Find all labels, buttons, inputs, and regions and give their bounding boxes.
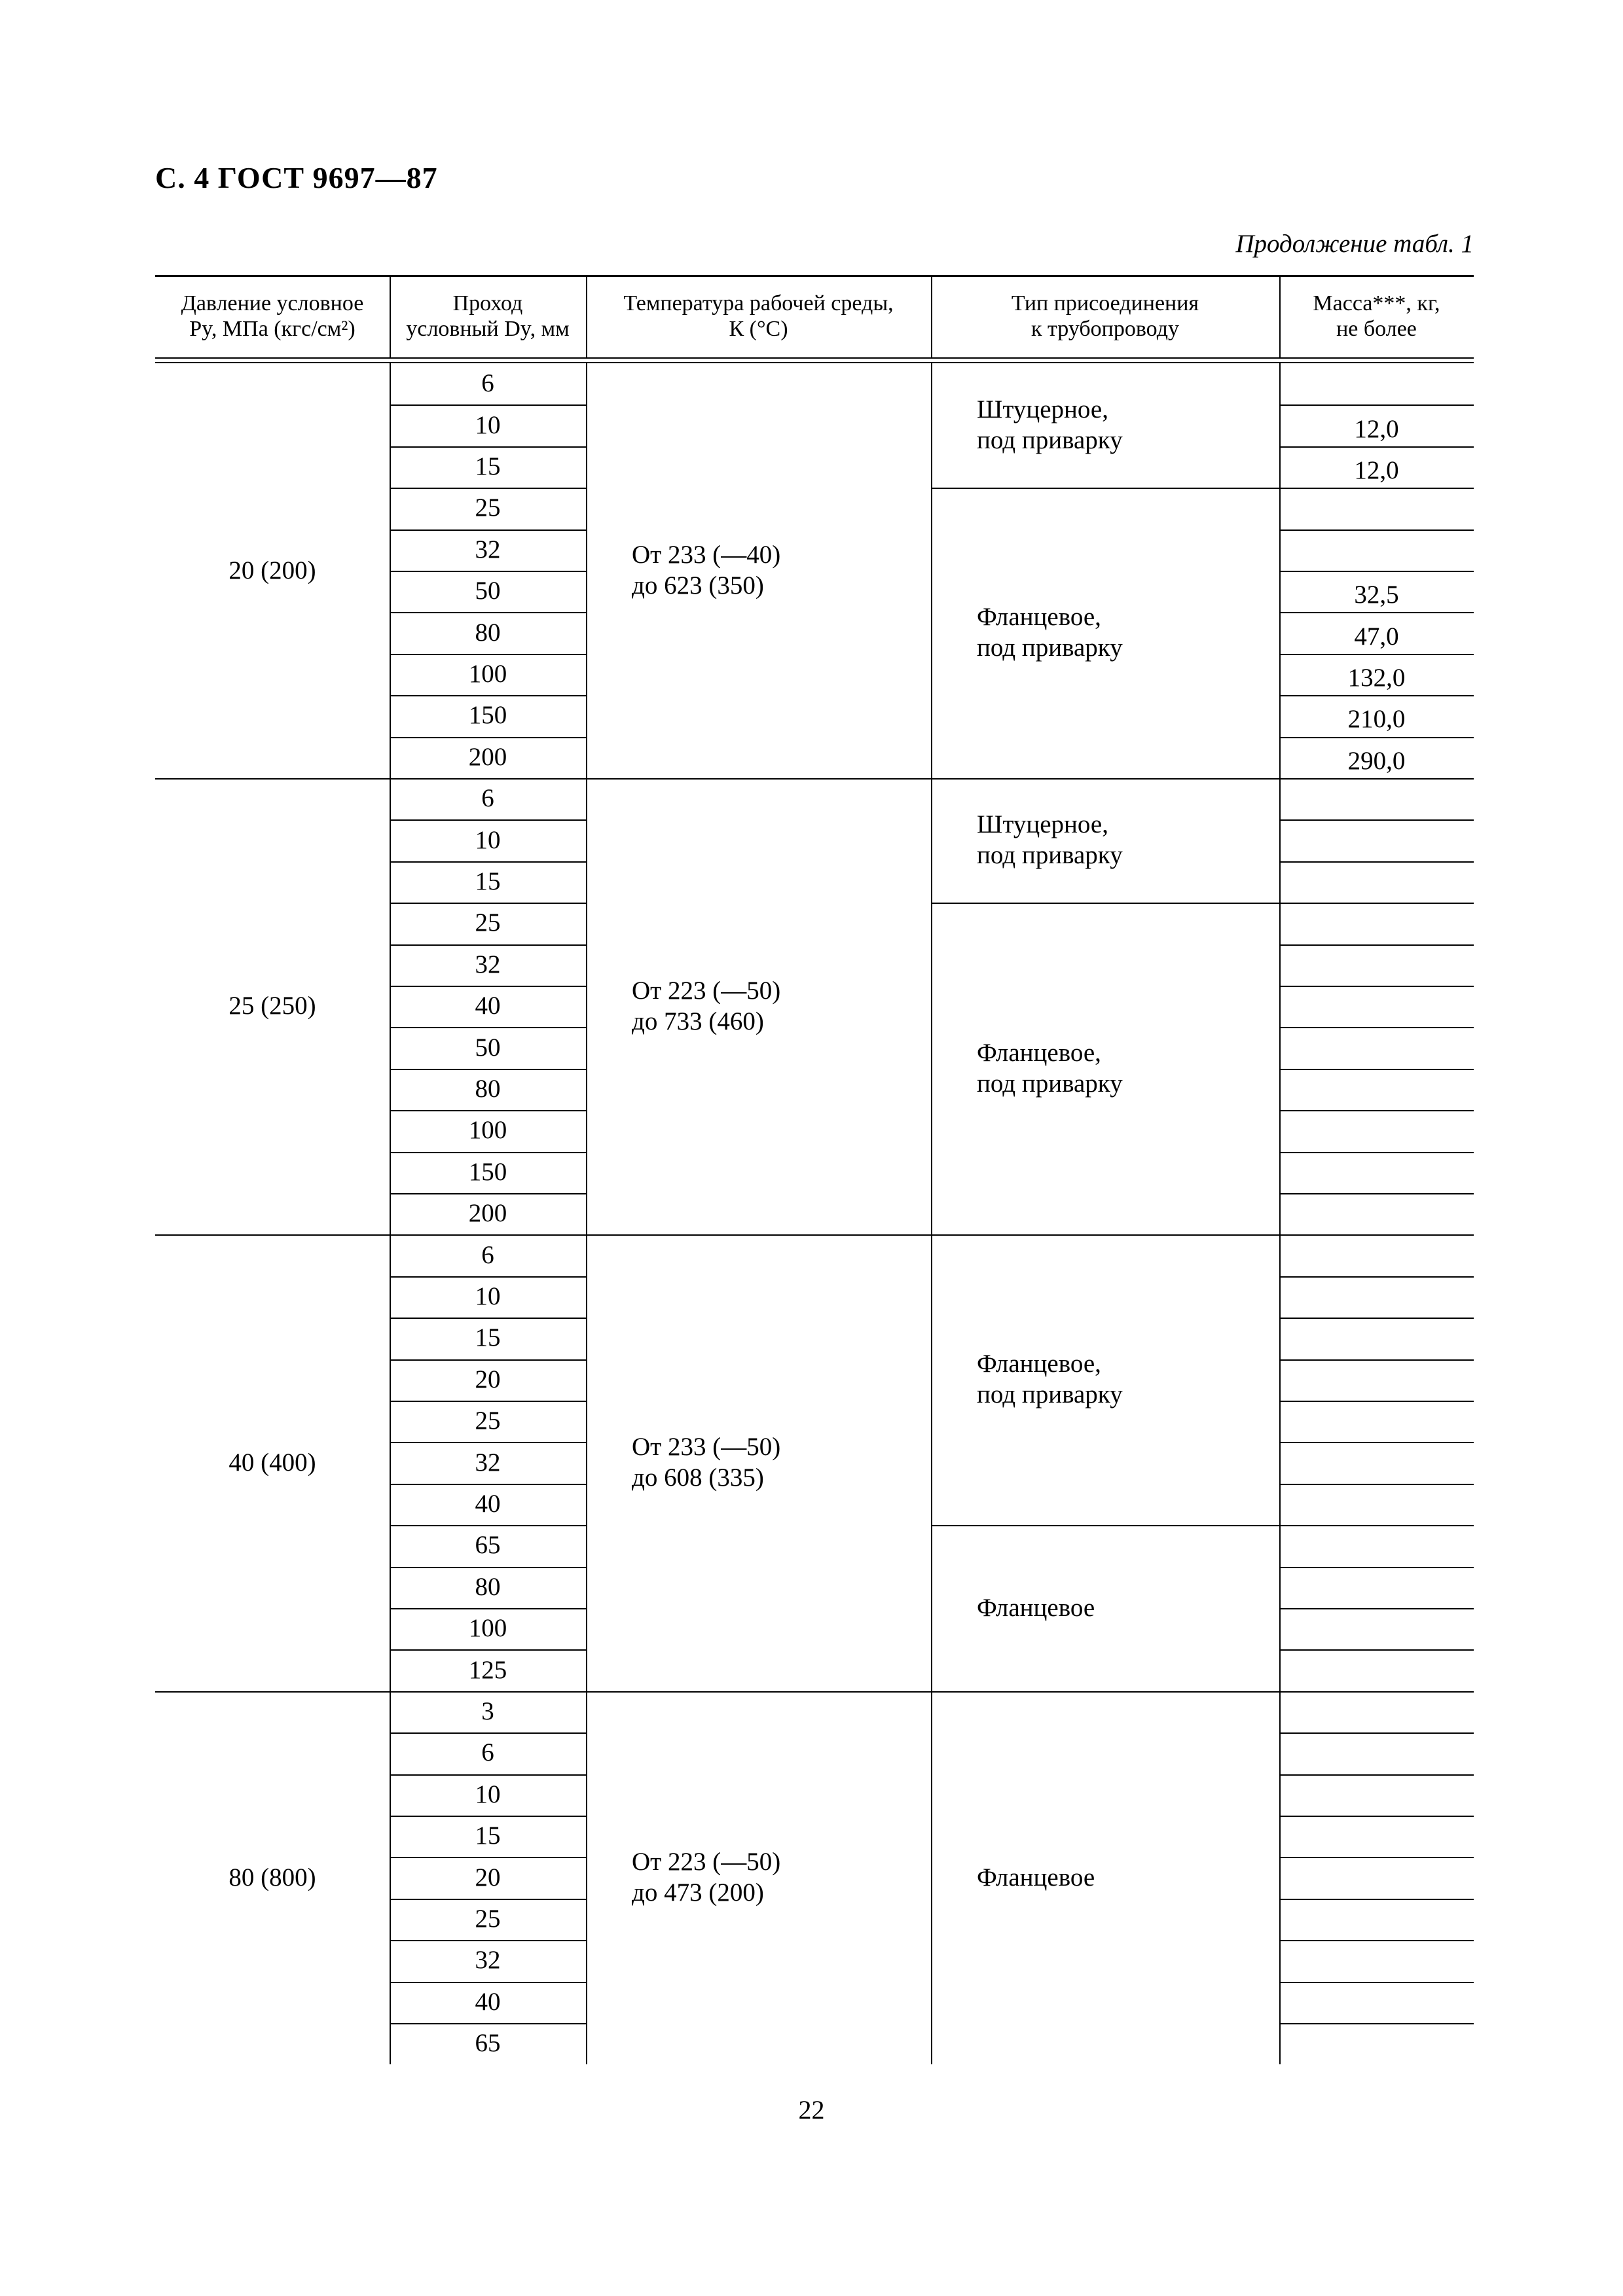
row-rule bbox=[1279, 1525, 1474, 1526]
mass-cell bbox=[1279, 533, 1474, 575]
row-rule bbox=[1279, 695, 1474, 696]
pass-cell: 80 bbox=[475, 1572, 501, 1601]
pass-cell: 150 bbox=[468, 1157, 507, 1186]
connection-cell: Фланцевое bbox=[977, 1593, 1095, 1622]
mass-cell bbox=[1279, 1073, 1474, 1114]
row-rule bbox=[390, 654, 586, 655]
mass-cell bbox=[1279, 2027, 1474, 2068]
temperature-cell: От 223 (—50) до 473 (200) bbox=[632, 1848, 781, 1907]
pass-cell: 100 bbox=[468, 1614, 507, 1643]
row-rule bbox=[1279, 1816, 1474, 1817]
column-rule bbox=[1279, 275, 1281, 357]
connection-cell: Фланцевое, под приварку bbox=[977, 1350, 1123, 1409]
table-top-rule bbox=[155, 275, 1474, 277]
row-rule bbox=[1279, 1359, 1474, 1361]
pass-cell: 32 bbox=[475, 1448, 501, 1477]
pass-cell: 100 bbox=[468, 1116, 507, 1145]
mass-cell bbox=[1279, 367, 1474, 408]
page-header: С. 4 ГОСТ 9697—87 bbox=[155, 161, 438, 194]
header-pressure: Давление условное Py, МПа (кгс/см²) bbox=[181, 291, 364, 341]
mass-cell bbox=[1279, 1861, 1474, 1902]
row-rule bbox=[390, 1110, 586, 1111]
row-rule bbox=[1279, 2023, 1474, 2024]
row-rule bbox=[390, 695, 586, 696]
pass-cell: 15 bbox=[475, 867, 501, 896]
pass-cell: 125 bbox=[468, 1655, 507, 1684]
column-rule bbox=[931, 275, 932, 357]
row-rule bbox=[390, 986, 586, 987]
row-rule bbox=[390, 1442, 586, 1443]
mass-cell bbox=[1279, 1405, 1474, 1446]
mass-cell: 290,0 bbox=[1347, 746, 1406, 775]
temperature-cell: От 233 (—40) до 623 (350) bbox=[632, 541, 781, 600]
pass-cell: 10 bbox=[475, 1282, 501, 1311]
connection-rule bbox=[931, 1525, 1279, 1526]
mass-cell bbox=[1279, 823, 1474, 865]
row-rule bbox=[1279, 1857, 1474, 1858]
connection-cell: Штуцерное, под приварку bbox=[977, 395, 1123, 455]
row-rule bbox=[1279, 737, 1474, 738]
pass-cell: 25 bbox=[475, 908, 501, 937]
pass-cell: 10 bbox=[475, 410, 501, 439]
row-rule bbox=[1279, 1899, 1474, 1900]
pass-cell: 100 bbox=[468, 660, 507, 689]
page-number: 22 bbox=[798, 2095, 825, 2125]
row-rule bbox=[1279, 1276, 1474, 1278]
temperature-cell: От 223 (—50) до 733 (460) bbox=[632, 976, 781, 1035]
column-rule bbox=[931, 363, 932, 2064]
pass-cell: 6 bbox=[481, 1738, 494, 1767]
row-rule bbox=[390, 404, 586, 406]
row-rule bbox=[390, 1608, 586, 1609]
row-rule bbox=[390, 1193, 586, 1194]
connection-cell: Фланцевое, под приварку bbox=[977, 1038, 1123, 1098]
row-rule bbox=[390, 903, 586, 904]
row-rule bbox=[390, 1649, 586, 1651]
mass-cell: 12,0 bbox=[1354, 414, 1399, 443]
pass-cell: 50 bbox=[475, 1033, 501, 1062]
row-rule bbox=[1279, 1608, 1474, 1609]
row-rule bbox=[390, 488, 586, 489]
pressure-cell: 80 (800) bbox=[228, 1863, 316, 1892]
row-rule bbox=[1279, 1193, 1474, 1194]
row-rule bbox=[390, 1152, 586, 1153]
row-rule bbox=[1279, 1940, 1474, 1941]
row-rule bbox=[390, 1982, 586, 1983]
row-rule bbox=[1279, 1318, 1474, 1319]
row-rule bbox=[1279, 529, 1474, 531]
row-rule bbox=[390, 1525, 586, 1526]
row-rule bbox=[1279, 1069, 1474, 1070]
row-rule bbox=[390, 1484, 586, 1485]
row-rule bbox=[1279, 571, 1474, 572]
row-rule bbox=[1279, 488, 1474, 489]
mass-cell bbox=[1279, 1446, 1474, 1487]
row-rule bbox=[1279, 612, 1474, 613]
row-rule bbox=[390, 1774, 586, 1776]
pressure-cell: 20 (200) bbox=[228, 556, 316, 584]
mass-cell bbox=[1279, 1321, 1474, 1363]
mass-cell bbox=[1279, 1363, 1474, 1405]
table-continuation-caption: Продолжение табл. 1 bbox=[1235, 230, 1474, 258]
row-rule bbox=[390, 2023, 586, 2024]
mass-cell: 210,0 bbox=[1347, 705, 1406, 734]
header-rule bbox=[155, 357, 1474, 359]
pass-cell: 6 bbox=[481, 784, 494, 813]
data-table bbox=[155, 275, 1474, 2064]
row-rule bbox=[1279, 1982, 1474, 1983]
row-rule bbox=[390, 1732, 586, 1734]
row-rule bbox=[1279, 1567, 1474, 1568]
row-rule bbox=[1279, 654, 1474, 655]
mass-cell bbox=[1279, 865, 1474, 906]
row-rule bbox=[1279, 1442, 1474, 1443]
row-rule bbox=[1279, 986, 1474, 987]
pass-cell: 40 bbox=[475, 1987, 501, 2016]
column-rule bbox=[586, 363, 587, 2064]
mass-cell bbox=[1279, 1653, 1474, 1695]
pass-cell: 32 bbox=[475, 535, 501, 564]
mass-cell bbox=[1279, 990, 1474, 1031]
column-rule bbox=[390, 275, 391, 357]
mass-cell bbox=[1279, 1238, 1474, 1280]
mass-cell bbox=[1279, 1986, 1474, 2027]
row-rule bbox=[1279, 903, 1474, 904]
row-rule bbox=[1279, 1774, 1474, 1776]
row-rule bbox=[1279, 1027, 1474, 1028]
pass-cell: 65 bbox=[475, 2029, 501, 2058]
row-rule bbox=[390, 529, 586, 531]
row-rule bbox=[390, 1027, 586, 1028]
row-rule bbox=[390, 1276, 586, 1278]
mass-cell bbox=[1279, 1114, 1474, 1155]
pass-cell: 3 bbox=[481, 1697, 494, 1726]
pass-cell: 80 bbox=[475, 1075, 501, 1103]
pass-cell: 10 bbox=[475, 1780, 501, 1808]
row-rule bbox=[390, 1401, 586, 1402]
pass-cell: 25 bbox=[475, 1407, 501, 1435]
row-rule bbox=[1279, 1484, 1474, 1485]
pass-cell: 6 bbox=[481, 1240, 494, 1269]
pass-cell: 50 bbox=[475, 577, 501, 605]
mass-cell bbox=[1279, 1778, 1474, 1820]
row-rule bbox=[390, 1359, 586, 1361]
row-rule bbox=[1279, 404, 1474, 406]
mass-cell bbox=[1279, 1944, 1474, 1985]
row-rule bbox=[1279, 446, 1474, 448]
mass-cell bbox=[1279, 782, 1474, 823]
pass-cell: 40 bbox=[475, 992, 501, 1020]
row-rule bbox=[390, 446, 586, 448]
row-rule bbox=[390, 1567, 586, 1568]
mass-cell bbox=[1279, 906, 1474, 948]
pressure-cell: 40 (400) bbox=[228, 1448, 316, 1477]
pass-cell: 25 bbox=[475, 493, 501, 522]
column-rule bbox=[390, 363, 391, 2064]
header-temperature: Температура рабочей среды, К (°С) bbox=[623, 291, 894, 341]
row-rule bbox=[390, 1069, 586, 1070]
mass-cell: 12,0 bbox=[1354, 456, 1399, 485]
row-rule bbox=[1279, 861, 1474, 863]
row-rule bbox=[390, 612, 586, 613]
connection-cell: Фланцевое, под приварку bbox=[977, 603, 1123, 662]
pass-cell: 15 bbox=[475, 1323, 501, 1352]
row-rule bbox=[390, 737, 586, 738]
row-rule bbox=[1279, 1732, 1474, 1734]
pass-cell: 65 bbox=[475, 1531, 501, 1560]
row-rule bbox=[1279, 944, 1474, 946]
row-rule bbox=[390, 1857, 586, 1858]
row-rule bbox=[1279, 1152, 1474, 1153]
mass-cell bbox=[1279, 1736, 1474, 1778]
header-pass: Проход условный Dy, мм bbox=[406, 291, 570, 341]
row-rule bbox=[390, 944, 586, 946]
header-connection: Тип присоединения к трубопроводу bbox=[1011, 291, 1199, 341]
row-rule bbox=[1279, 1110, 1474, 1111]
pressure-cell: 25 (250) bbox=[228, 992, 316, 1020]
pass-cell: 6 bbox=[481, 369, 494, 398]
row-rule bbox=[390, 1816, 586, 1817]
mass-cell bbox=[1279, 1197, 1474, 1238]
mass-cell bbox=[1279, 1695, 1474, 1736]
pass-cell: 15 bbox=[475, 452, 501, 481]
connection-rule bbox=[931, 903, 1279, 904]
mass-cell bbox=[1279, 1488, 1474, 1529]
column-rule bbox=[1279, 363, 1281, 2064]
pass-cell: 40 bbox=[475, 1490, 501, 1518]
mass-cell: 132,0 bbox=[1347, 664, 1406, 692]
mass-cell: 32,5 bbox=[1354, 581, 1399, 609]
pass-cell: 20 bbox=[475, 1863, 501, 1892]
row-rule bbox=[1279, 1401, 1474, 1402]
mass-cell bbox=[1279, 1820, 1474, 1861]
mass-cell bbox=[1279, 948, 1474, 990]
pass-cell: 150 bbox=[468, 701, 507, 730]
pass-cell: 32 bbox=[475, 950, 501, 978]
pass-cell: 25 bbox=[475, 1905, 501, 1933]
mass-cell bbox=[1279, 1571, 1474, 1612]
temperature-cell: От 233 (—50) до 608 (335) bbox=[632, 1433, 781, 1492]
pass-cell: 80 bbox=[475, 618, 501, 647]
connection-rule bbox=[931, 488, 1279, 489]
mass-cell bbox=[1279, 1903, 1474, 1944]
row-rule bbox=[390, 1940, 586, 1941]
pass-cell: 200 bbox=[468, 742, 507, 771]
pass-cell: 20 bbox=[475, 1365, 501, 1393]
mass-cell bbox=[1279, 1156, 1474, 1197]
row-rule bbox=[1279, 1649, 1474, 1651]
mass-cell bbox=[1279, 1031, 1474, 1072]
row-rule bbox=[390, 1318, 586, 1319]
mass-cell bbox=[1279, 1280, 1474, 1321]
pass-cell: 200 bbox=[468, 1199, 507, 1228]
connection-cell: Штуцерное, под приварку bbox=[977, 810, 1123, 870]
row-rule bbox=[390, 1899, 586, 1900]
mass-cell bbox=[1279, 1529, 1474, 1570]
connection-cell: Фланцевое bbox=[977, 1863, 1095, 1892]
mass-cell bbox=[1279, 492, 1474, 533]
header-mass: Масса***, кг, не более bbox=[1313, 291, 1440, 341]
row-rule bbox=[1279, 819, 1474, 821]
mass-cell bbox=[1279, 1612, 1474, 1653]
row-rule bbox=[390, 571, 586, 572]
mass-cell: 47,0 bbox=[1354, 622, 1399, 651]
pass-cell: 15 bbox=[475, 1821, 501, 1850]
row-rule bbox=[390, 819, 586, 821]
column-rule bbox=[586, 275, 587, 357]
pass-cell: 32 bbox=[475, 1946, 501, 1975]
row-rule bbox=[390, 861, 586, 863]
pass-cell: 10 bbox=[475, 825, 501, 854]
